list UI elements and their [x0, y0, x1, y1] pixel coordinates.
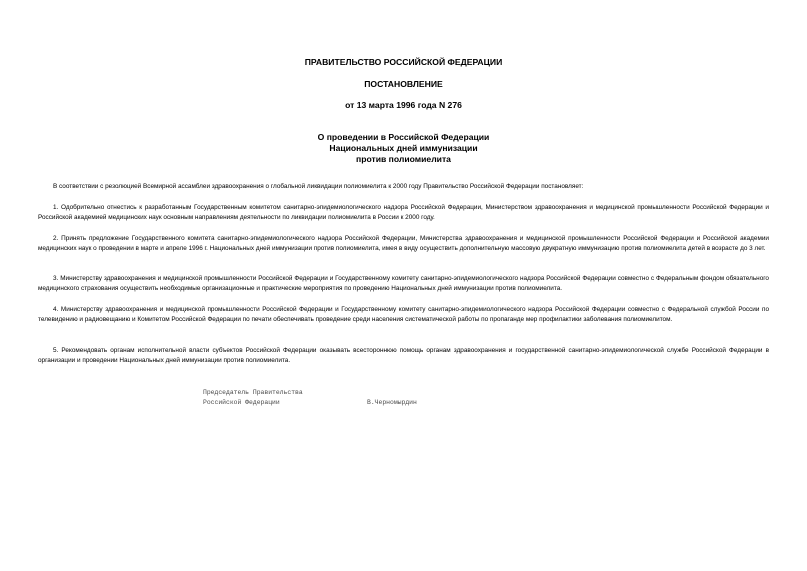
government-heading: ПРАВИТЕЛЬСТВО РОССИЙСКОЙ ФЕДЕРАЦИИ [304, 57, 503, 67]
signature-name: В.Черномырдин [367, 399, 417, 406]
title-line-3: против полиомиелита [356, 154, 451, 164]
date-number-heading: от 13 марта 1996 года N 276 [345, 100, 462, 110]
paragraph-4: 4. Министерству здравоохранения и медицинской промышленности Российской Федерации и Государственному комитету санитарно-эпидемиологического надзора Российской Федерации совместно с Федеральной службой России по телевидению и радиовещанию и Комитетом Российской Федерации по печати обеспечивать проведение среди населения систематической работы по пропаганде мер профилактики заболевания полиомиелитом. [38, 306, 769, 324]
paragraph-1: 1. Одобрительно отнестись к разработанным Государственным комитетом санитарно-эпидемиологического надзора Российской Федерации, Министерством здравоохранения и медицинской промышленности Российской Федерации и Российской академией медицинских наук основным направлениям деятельности по ликвидации полиомиелита в России к 2000 году. [38, 204, 769, 222]
signature-position-line-2: Российской Федерации [203, 399, 280, 406]
paragraph-5: 5. Рекомендовать органам исполнительной власти субъектов Российской Федерации оказывать всестороннюю помощь органам здравоохранения и государственной санитарно-эпидемиологической службе Российской Федерации в организации и проведении Национальных дней иммунизации против полиомиелита. [38, 347, 769, 365]
preamble-paragraph: В соответствии с резолюцией Всемирной ассамблеи здравоохранения о глобальной ликвидации полиомиелита к 2000 году Правительство Российской Федерации постановляет: [53, 183, 584, 190]
title-line-1: О проведении в Российской Федерации [317, 132, 490, 142]
paragraph-3: 3. Министерству здравоохранения и медицинской промышленности Российской Федерации и Государственному комитету санитарно-эпидемиологического надзора Российской Федерации совместно с Федеральным фондом обязательного медицинского страхования осуществить необходимые организационные и практические мероприятия по проведению Национальных дней иммунизации против полиомиелита. [38, 275, 769, 293]
title-line-2: Национальных дней иммунизации [329, 143, 478, 153]
signature-position-line-1: Председатель Правительства [203, 389, 303, 396]
paragraph-2: 2. Принять предложение Государственного комитета санитарно-эпидемиологического надзора Российской Федерации, Министерства здравоохранения и медицинской промышленности Российской Федерации и Российской академии медицинских наук о проведении в марте и апреле 1996 г. Национальных дней иммунизации против полиомиелита, имея в виду осуществить дополнительную массовую двукратную иммунизацию против полиомиелита детей в возрасте до 3 лет. [38, 235, 769, 253]
document-type-heading: ПОСТАНОВЛЕНИЕ [364, 79, 443, 89]
